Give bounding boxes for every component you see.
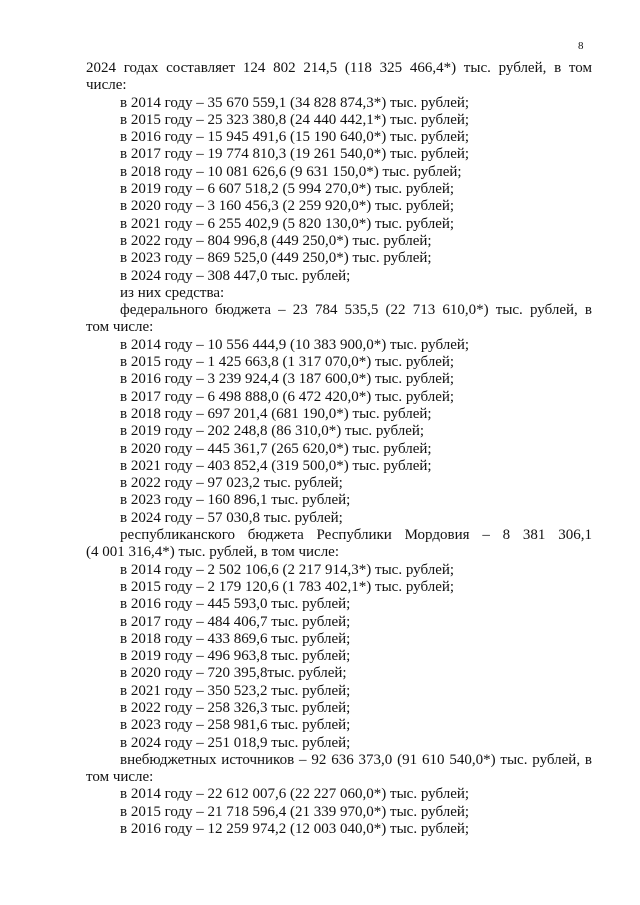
text-line: в 2015 году – 25 323 380,8 (24 440 442,1*) тыс. рублей;	[120, 111, 470, 128]
text-line: в 2014 году – 22 612 007,6 (22 227 060,0*) тыс. рублей;	[120, 786, 470, 803]
text-line: внебюджетных источников – 92 636 373,0 (91 610 540,0*) тыс. рублей, в	[120, 751, 592, 768]
text-line: в 2022 году – 97 023,2 тыс. рублей;	[120, 475, 343, 492]
text-line: в 2024 году – 251 018,9 тыс. рублей;	[120, 734, 351, 751]
text-line: в 2015 году – 1 425 663,8 (1 317 070,0*) тыс. рублей;	[120, 354, 455, 371]
text-line: (4 001 316,4*) тыс. рублей, в том числе:	[86, 544, 340, 561]
text-line: в 2016 году – 445 593,0 тыс. рублей;	[120, 596, 351, 613]
text-line: том числе:	[86, 319, 154, 336]
text-line: в 2015 году – 21 718 596,4 (21 339 970,0*) тыс. рублей;	[120, 803, 470, 820]
text-line: 2024 годах составляет 124 802 214,5 (118 325 466,4*) тыс. рублей, в том	[86, 60, 592, 76]
text-line: в 2018 году – 433 869,6 тыс. рублей;	[120, 630, 351, 647]
text-line: в 2021 году – 350 523,2 тыс. рублей;	[120, 682, 351, 699]
text-line: в 2022 году – 258 326,3 тыс. рублей;	[120, 699, 351, 716]
page-number: 8	[578, 40, 584, 52]
text-line: в 2019 году – 496 963,8 тыс. рублей;	[120, 648, 351, 665]
text-line: в 2017 году – 6 498 888,0 (6 472 420,0*) тыс. рублей;	[120, 388, 455, 405]
text-line: в 2014 году – 10 556 444,9 (10 383 900,0*) тыс. рублей;	[120, 336, 470, 353]
text-line: федерального бюджета – 23 784 535,5 (22 713 610,0*) тыс. рублей, в	[120, 302, 592, 319]
text-line: республиканского бюджета Республики Мордовия – 8 381 306,1	[120, 527, 592, 544]
text-line: том числе:	[86, 769, 154, 786]
document-body	[86, 60, 592, 838]
text-line: в 2019 году – 202 248,8 (86 310,0*) тыс. рублей;	[120, 423, 425, 440]
text-line: в 2021 году – 6 255 402,9 (5 820 130,0*) тыс. рублей;	[120, 215, 455, 232]
text-line: в 2021 году – 403 852,4 (319 500,0*) тыс. рублей;	[120, 457, 432, 474]
text-line: в 2020 году – 445 361,7 (265 620,0*) тыс. рублей;	[120, 440, 432, 457]
text-line: в 2016 году – 15 945 491,6 (15 190 640,0*) тыс. рублей;	[120, 129, 470, 146]
text-line: в 2014 году – 35 670 559,1 (34 828 874,3*) тыс. рублей;	[120, 94, 470, 111]
text-line: в 2020 году – 720 395,8тыс. рублей;	[120, 665, 347, 682]
text-line: в 2024 году – 57 030,8 тыс. рублей;	[120, 509, 343, 526]
text-line: в 2023 году – 869 525,0 (449 250,0*) тыс. рублей;	[120, 250, 432, 267]
text-line: в 2018 году – 697 201,4 (681 190,0*) тыс. рублей;	[120, 405, 432, 422]
text-line: в 2019 году – 6 607 518,2 (5 994 270,0*) тыс. рублей;	[120, 181, 455, 198]
text-line: в 2020 году – 3 160 456,3 (2 259 920,0*) тыс. рублей;	[120, 198, 455, 215]
text-line: в 2017 году – 484 406,7 тыс. рублей;	[120, 613, 351, 630]
text-line: в 2015 году – 2 179 120,6 (1 783 402,1*) тыс. рублей;	[120, 578, 455, 595]
text-line: в 2014 году – 2 502 106,6 (2 217 914,3*) тыс. рублей;	[120, 561, 455, 578]
text-line: числе:	[86, 77, 127, 94]
text-line: в 2018 году – 10 081 626,6 (9 631 150,0*) тыс. рублей;	[120, 163, 462, 180]
text-line: в 2023 году – 160 896,1 тыс. рублей;	[120, 492, 351, 509]
text-line: в 2016 году – 12 259 974,2 (12 003 040,0*) тыс. рублей;	[120, 821, 470, 838]
text-line: в 2017 году – 19 774 810,3 (19 261 540,0*) тыс. рублей;	[120, 146, 470, 163]
text-line: в 2024 году – 308 447,0 тыс. рублей;	[120, 267, 351, 284]
text-line: в 2016 году – 3 239 924,4 (3 187 600,0*) тыс. рублей;	[120, 371, 455, 388]
text-line: в 2022 году – 804 996,8 (449 250,0*) тыс. рублей;	[120, 232, 432, 249]
text-line: из них средства:	[120, 284, 225, 301]
text-line: в 2023 году – 258 981,6 тыс. рублей;	[120, 717, 351, 734]
